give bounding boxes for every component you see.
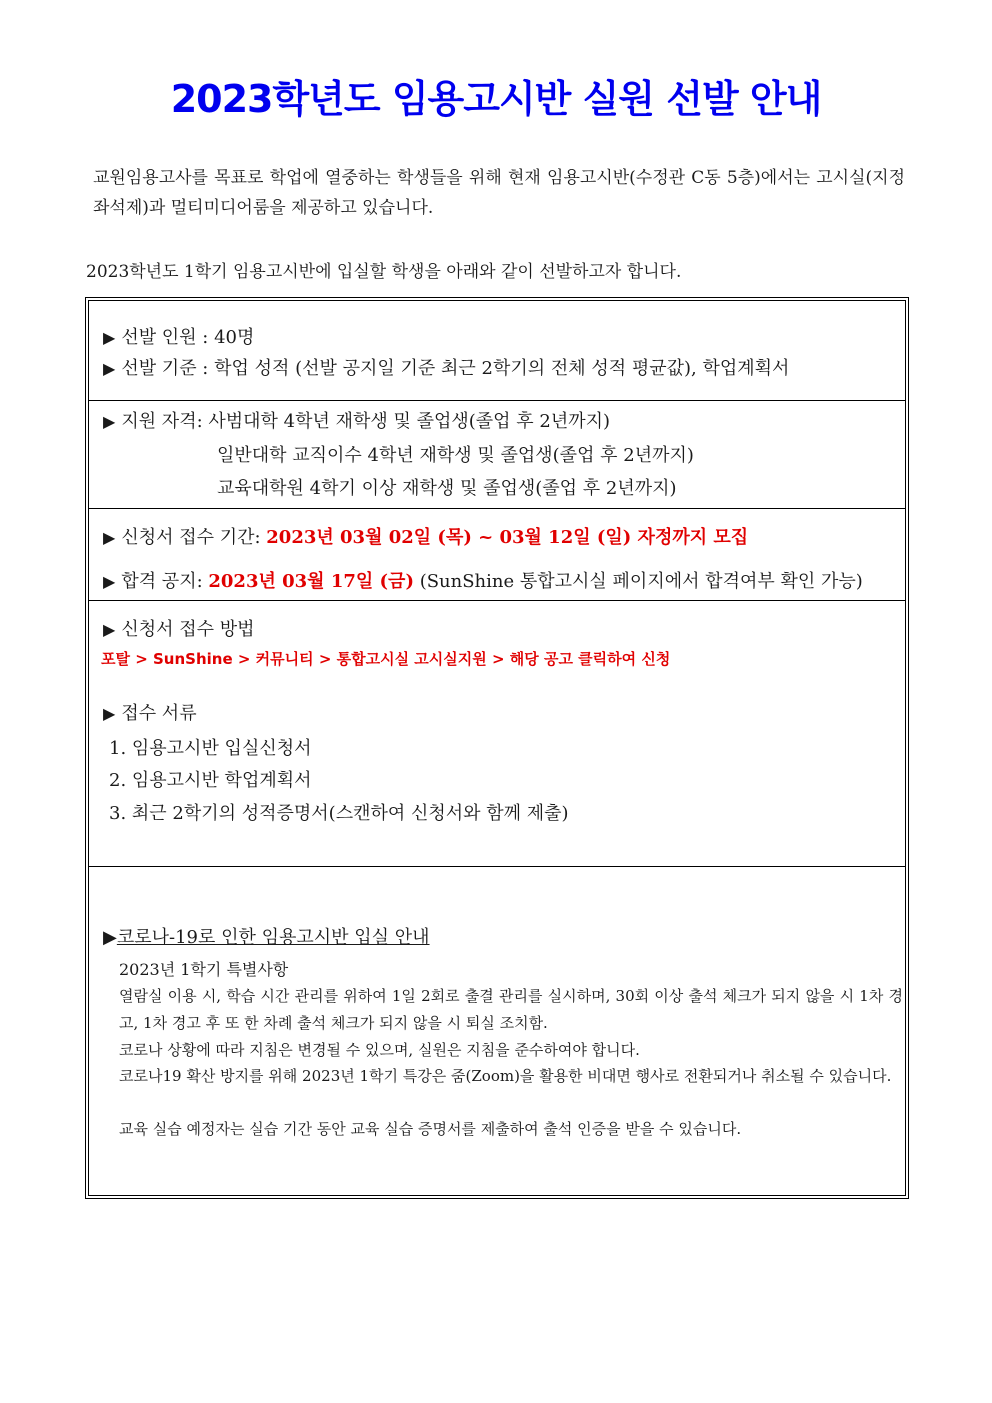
intro-paragraph: 교원임용고사를 목표로 학업에 열중하는 학생들을 위해 현재 임용고시반(수정관 C동 5층)에서는 고시실(지정좌석제)과 멀티미디어룸을 제공하고 있습니다. (93, 168, 905, 218)
arrow-icon: ▶ (103, 704, 116, 723)
arrow-icon: ▶ (103, 927, 117, 948)
method-heading: ▶ 신청서 접수 방법 (103, 619, 255, 640)
selection-criteria: ▶ 선발 기준 : 학업 성적 (선발 공지일 기준 최근 2학기의 전체 성적 평균값), 학업계획서 (103, 358, 790, 379)
arrow-icon: ▶ (103, 572, 116, 591)
intro-selection-notice: 2023학년도 1학기 임용고시반에 입실할 학생을 아래와 같이 선발하고자 합니다. (86, 262, 682, 282)
eligibility-line-3: 교육대학원 4학기 이상 재학생 및 졸업생(졸업 후 2년까지) (217, 478, 677, 499)
application-method-section (89, 601, 905, 867)
application-period: ▶ 신청서 접수 기간: 2023년 03월 02일 (목) ~ 03월 12일 (일) 자정까지 모집 (103, 527, 749, 548)
document-item: 1. 임용고시반 입실신청서 (109, 738, 312, 759)
result-announcement: ▶ 합격 공지: 2023년 03월 17일 (금) (SunShine 통합고시실 페이지에서 합격여부 확인 가능) (103, 571, 863, 592)
eligibility-line-2: 일반대학 교직이수 4학년 재학생 및 졸업생(졸업 후 2년까지) (217, 445, 694, 466)
application-path: 포탈 > SunShine > 커뮤니티 > 통합고시실 고시실지원 > 해당 공고 클릭하여 신청 (101, 650, 671, 668)
selection-count: ▶ 선발 인원 : 40명 (103, 327, 255, 348)
page-title: 2023학년도 임용고시반 실원 선발 안내 (170, 77, 822, 121)
info-box (88, 300, 906, 1196)
arrow-icon: ▶ (103, 412, 116, 431)
eligibility-line-1: ▶ 지원 자격: 사범대학 4학년 재학생 및 졸업생(졸업 후 2년까지) (103, 411, 611, 432)
selection-section (89, 301, 905, 401)
special-notes-subtitle: 2023년 1학기 특별사항 (119, 960, 289, 979)
covid-notice-section: ▶코로나-19로 인한 임용고시반 입실 안내 2023년 1학기 특별사항 열람실 이용 시, 학습 시간 관리를 위하여 1일 2회로 출결 관리를 실시하며, 30회 이상 출석 체크가 되지 않을 시 1차 경고, 1차 경고 후 또 한 차례 출석 체크가 되지 않을 시 퇴실 조치함. 코로나 상황에 따라 지침은 변경될 수 있으며, 실원은 지침을 준수하여야 합니다. 코로나19 확산 방지를 위해 2023년 1학기 특강은 줌(Zoom)을 활용한 비대면 행사로 전환되거나 취소될 수 있습니다. 교육 실습 예정자는 실습 기간 동안 교육 실습 증명서를 제출하여 출석 인증을 받을 수 있습니다. (89, 867, 905, 1195)
arrow-icon: ▶ (103, 359, 116, 378)
arrow-icon: ▶ (103, 528, 116, 547)
schedule-section (89, 509, 905, 601)
documents-heading: ▶ 접수 서류 (103, 703, 197, 724)
covid-heading: ▶코로나-19로 인한 임용고시반 입실 안내 (103, 927, 430, 948)
arrow-icon: ▶ (103, 328, 116, 347)
document-item: 3. 최근 2학기의 성적증명서(스캔하여 신청서와 함께 제출) (109, 803, 569, 824)
eligibility-section (89, 401, 905, 509)
arrow-icon: ▶ (103, 620, 116, 639)
document-item: 2. 임용고시반 학업계획서 (109, 770, 312, 791)
